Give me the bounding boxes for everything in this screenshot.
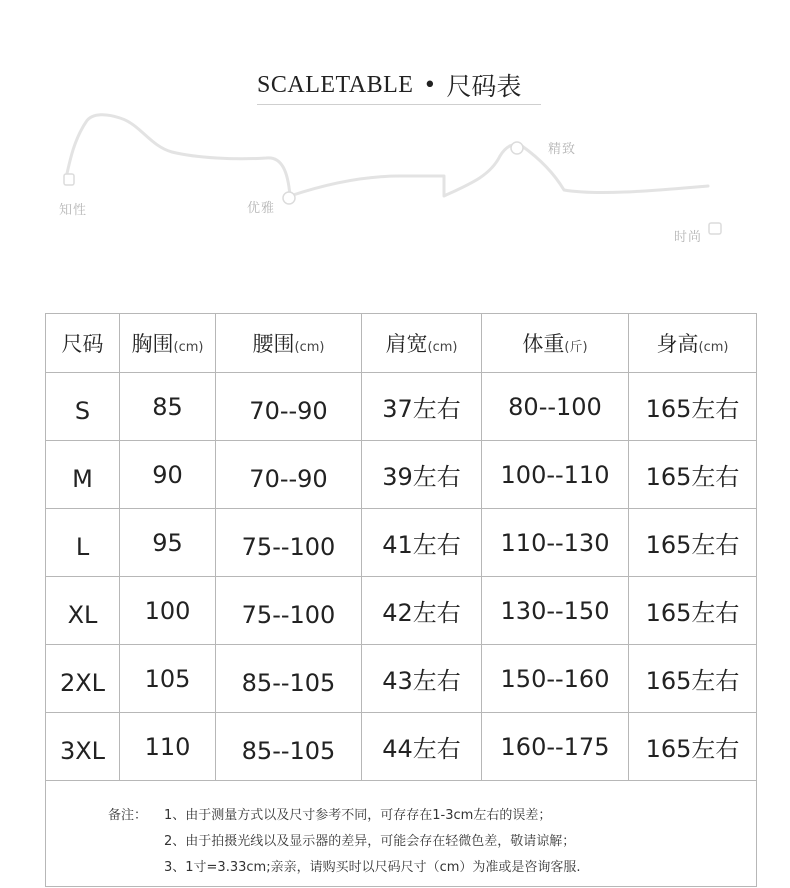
cell-height: 165左右 — [629, 441, 757, 509]
header-waist: 腰围(cm) — [216, 314, 362, 373]
title-bullet: • — [423, 72, 437, 98]
title-chinese: 尺码表 — [446, 72, 522, 101]
cell-waist: 70--90 — [216, 373, 362, 441]
table-row — [46, 645, 757, 713]
node-marker-3 — [511, 142, 523, 154]
cell-shoulder: 41左右 — [362, 509, 482, 577]
cell-weight: 160--175 — [482, 713, 629, 781]
cell-bust: 100 — [120, 577, 216, 645]
cell-bust: 105 — [120, 645, 216, 713]
cell-size: 3XL — [46, 713, 120, 781]
cell-waist: 70--90 — [216, 441, 362, 509]
cell-height: 165左右 — [629, 577, 757, 645]
cell-height: 165左右 — [629, 373, 757, 441]
note-item-3: 3、1寸=3.33cm;亲亲，请购买时以尺码尺寸（cm）为准或是咨询客服. — [164, 860, 581, 875]
notes-block — [46, 781, 756, 886]
table-row — [46, 509, 757, 577]
table-row — [46, 713, 757, 781]
table-row — [46, 577, 757, 645]
decor-label-intellectual: 知性 — [59, 203, 88, 218]
cell-size: M — [46, 441, 120, 509]
cell-waist: 85--105 — [216, 645, 362, 713]
header-size: 尺码 — [46, 314, 120, 373]
header-weight: 体重(斤) — [482, 314, 629, 373]
cell-bust: 90 — [120, 441, 216, 509]
header-shoulder: 肩宽(cm) — [362, 314, 482, 373]
cell-height: 165左右 — [629, 713, 757, 781]
cell-height: 165左右 — [629, 645, 757, 713]
cell-shoulder: 44左右 — [362, 713, 482, 781]
decorative-line-illustration — [0, 100, 790, 260]
table-row — [46, 441, 757, 509]
cell-waist: 75--100 — [216, 509, 362, 577]
title-latin: SCALETABLE — [257, 71, 414, 98]
cell-waist: 75--100 — [216, 577, 362, 645]
cell-waist: 85--105 — [216, 713, 362, 781]
cell-shoulder: 37左右 — [362, 373, 482, 441]
cell-size: L — [46, 509, 120, 577]
header-height: 身高(cm) — [629, 314, 757, 373]
notes-cell — [46, 781, 757, 887]
cell-weight: 80--100 — [482, 373, 629, 441]
cell-size: 2XL — [46, 645, 120, 713]
cell-height: 165左右 — [629, 509, 757, 577]
note-item-1: 1、由于测量方式以及尺寸参考不同，可存存在1-3cm左右的误差； — [164, 808, 552, 823]
cell-shoulder: 42左右 — [362, 577, 482, 645]
page-title — [257, 66, 521, 104]
cell-shoulder: 39左右 — [362, 441, 482, 509]
cell-weight: 100--110 — [482, 441, 629, 509]
header-bust: 胸围(cm) — [120, 314, 216, 373]
cell-weight: 150--160 — [482, 645, 629, 713]
notes-label: 备注： — [108, 808, 148, 823]
notes-row — [46, 781, 757, 887]
size-table — [45, 313, 757, 887]
node-marker-4 — [709, 223, 721, 234]
cell-bust: 110 — [120, 713, 216, 781]
note-item-2: 2、由于拍摄光线以及显示器的差异，可能会存在轻微色差，敬请谅解； — [164, 834, 576, 849]
decor-label-exquisite: 精致 — [548, 142, 577, 157]
decor-label-elegant: 优雅 — [247, 201, 276, 216]
cell-size: S — [46, 373, 120, 441]
table-row — [46, 373, 757, 441]
node-marker-2 — [283, 192, 295, 204]
table-header-row — [46, 314, 757, 373]
cell-bust: 95 — [120, 509, 216, 577]
cell-weight: 130--150 — [482, 577, 629, 645]
cell-weight: 110--130 — [482, 509, 629, 577]
cell-shoulder: 43左右 — [362, 645, 482, 713]
cell-size: XL — [46, 577, 120, 645]
node-marker-1 — [64, 174, 74, 185]
cell-bust: 85 — [120, 373, 216, 441]
decor-label-fashion: 时尚 — [674, 230, 703, 245]
